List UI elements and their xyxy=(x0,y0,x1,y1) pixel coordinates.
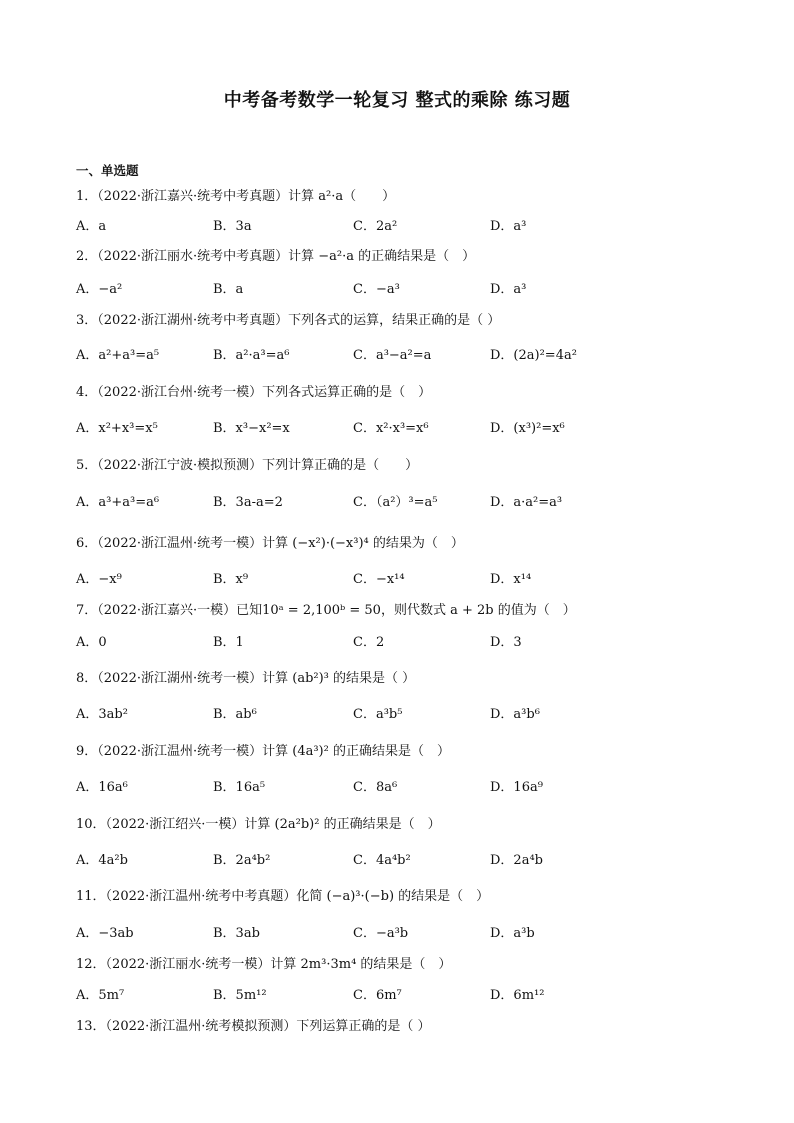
option-a: A．3ab² xyxy=(76,707,128,722)
question-11-stem: 11．（2022·浙江温州·统考中考真题）化简 (−a)³·(−b) 的结果是（ ） xyxy=(76,889,490,904)
question-3-stem: 3．（2022·浙江湖州·统考中考真题）下列各式的运算，结果正确的是（ ） xyxy=(76,313,501,328)
option-c: C．a³−a²=a xyxy=(353,348,432,363)
option-c: C．x²·x³=x⁶ xyxy=(353,421,429,436)
option-d: D．(x³)²=x⁶ xyxy=(490,421,565,436)
question-6-stem: 6．（2022·浙江温州·统考一模）计算 (−x²)·(−x³)⁴ 的结果为（ ） xyxy=(76,536,464,551)
option-d: D．a³b xyxy=(490,926,535,941)
option-b: B．5m¹² xyxy=(213,988,267,1003)
question-9-options xyxy=(76,779,716,797)
option-b: B．16a⁵ xyxy=(213,780,266,795)
question-2-options xyxy=(76,281,716,299)
option-b: B．3a xyxy=(213,219,252,234)
option-d: D．(2a)²=4a² xyxy=(490,348,577,363)
question-10-stem: 10．（2022·浙江绍兴·一模）计算 (2a²b)² 的正确结果是（ ） xyxy=(76,817,441,832)
question-7-stem: 7．（2022·浙江嘉兴·一模）已知10ᵃ = 2,100ᵇ = 50，则代数式 a + 2b 的值为（ ） xyxy=(76,603,576,618)
question-13-stem: 13．（2022·浙江温州·统考模拟预测）下列运算正确的是（ ） xyxy=(76,1019,431,1034)
question-1-options xyxy=(76,218,716,236)
option-c: C．8a⁶ xyxy=(353,780,398,795)
option-a: A．0 xyxy=(76,635,107,650)
question-5-options xyxy=(76,494,716,512)
option-d: D．a³b⁶ xyxy=(490,707,540,722)
question-11-options xyxy=(76,925,716,943)
option-a: A．4a²b xyxy=(76,853,128,868)
option-b: B．a²·a³=a⁶ xyxy=(213,348,290,363)
option-b: B．ab⁶ xyxy=(213,707,257,722)
question-6-options xyxy=(76,571,716,589)
option-c: C．a³b⁵ xyxy=(353,707,403,722)
option-d: D．16a⁹ xyxy=(490,780,543,795)
question-1-stem: 1．（2022·浙江嘉兴·统考中考真题）计算 a²·a（ ） xyxy=(76,189,396,204)
option-d: D．3 xyxy=(490,635,522,650)
option-b: B．a xyxy=(213,282,244,297)
option-b: B．1 xyxy=(213,635,244,650)
option-b: B．2a⁴b² xyxy=(213,853,271,868)
question-10-options xyxy=(76,852,716,870)
option-d: D．a·a²=a³ xyxy=(490,495,563,510)
option-c: C．2 xyxy=(353,635,385,650)
option-c: C．−x¹⁴ xyxy=(353,572,405,587)
option-a: A．a³+a³=a⁶ xyxy=(76,495,160,510)
question-8-options xyxy=(76,706,716,724)
option-c: C．2a² xyxy=(353,219,398,234)
option-a: A．a xyxy=(76,219,107,234)
question-4-stem: 4．（2022·浙江台州·统考一模）下列各式运算正确的是（ ） xyxy=(76,385,432,400)
option-a: A．16a⁶ xyxy=(76,780,128,795)
option-d: D．x¹⁴ xyxy=(490,572,532,587)
option-c: C．4a⁴b² xyxy=(353,853,411,868)
option-c: C．−a³ xyxy=(353,282,400,297)
question-12-options xyxy=(76,987,716,1005)
page-title: 中考备考数学一轮复习 整式的乘除 练习题 xyxy=(223,90,571,111)
option-b: B．3a-a=2 xyxy=(213,495,283,510)
question-7-options xyxy=(76,634,716,652)
question-4-options xyxy=(76,420,716,438)
question-2-stem: 2．（2022·浙江丽水·统考中考真题）计算 −a²·a 的正确结果是（ ） xyxy=(76,249,476,264)
option-a: A．a²+a³=a⁵ xyxy=(76,348,160,363)
option-a: A．−3ab xyxy=(76,926,134,941)
option-d: D．a³ xyxy=(490,219,527,234)
option-d: D．6m¹² xyxy=(490,988,545,1003)
option-d: D．2a⁴b xyxy=(490,853,543,868)
option-a: A．−x⁹ xyxy=(76,572,122,587)
section-heading: 一、单选题 xyxy=(76,163,139,178)
option-c: C．−a³b xyxy=(353,926,409,941)
option-a: A．5m⁷ xyxy=(76,988,125,1003)
question-12-stem: 12．（2022·浙江丽水·统考一模）计算 2m³·3m⁴ 的结果是（ ） xyxy=(76,957,452,972)
question-8-stem: 8．（2022·浙江湖州·统考一模）计算 (ab²)³ 的结果是（ ） xyxy=(76,671,416,686)
option-c: C．（a²）³=a⁵ xyxy=(353,495,438,510)
option-d: D．a³ xyxy=(490,282,527,297)
option-c: C．6m⁷ xyxy=(353,988,402,1003)
question-9-stem: 9．（2022·浙江温州·统考一模）计算 (4a³)² 的正确结果是（ ） xyxy=(76,744,450,759)
option-b: B．3ab xyxy=(213,926,260,941)
option-b: B．x³−x²=x xyxy=(213,421,290,436)
option-a: A．−a² xyxy=(76,282,123,297)
question-3-options xyxy=(76,347,716,365)
question-5-stem: 5．（2022·浙江宁波·模拟预测）下列计算正确的是（ ） xyxy=(76,458,419,473)
option-a: A．x²+x³=x⁵ xyxy=(76,421,158,436)
option-b: B．x⁹ xyxy=(213,572,249,587)
